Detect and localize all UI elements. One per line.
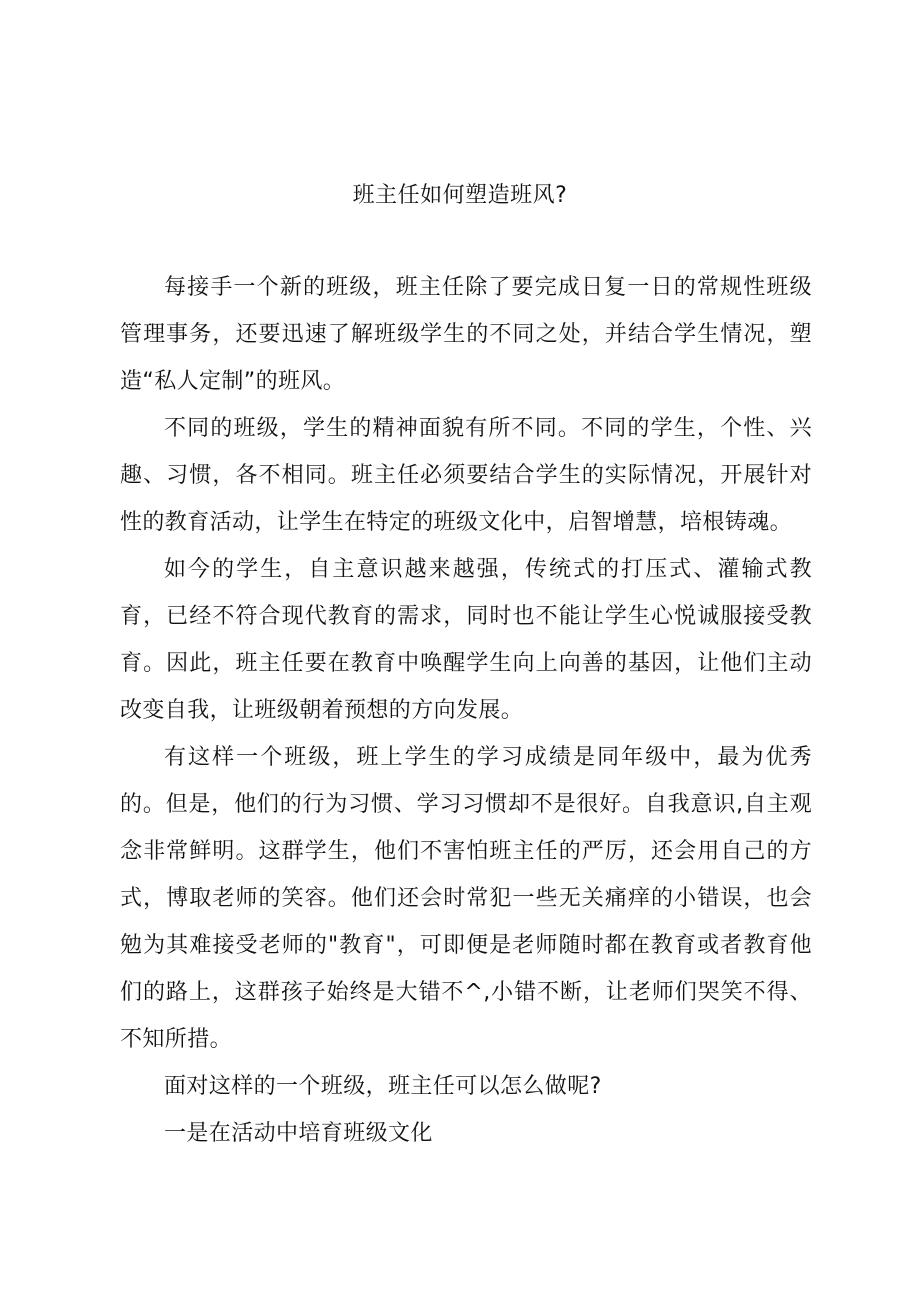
- document-title: 班主任如何塑造班风?: [352, 183, 568, 208]
- paragraph-question: 面对这样的一个班级，班主任可以怎么做呢?: [164, 1074, 602, 1099]
- paragraph-first-point: 一是在活动中培育班级文化: [164, 1121, 433, 1146]
- paragraph-modern-students: 如今的学生，自主意识越来越强，传统式的打压式、灌输式教育，已经不符合现代教育的需求，同时也不能让学生心悦诚服接受教育。因此，班主任要在教育中唤醒学生向上向善的基因，让他们主动改变自我，让班级朝着预想的方向发展。: [120, 557, 812, 723]
- paragraph-intro: 每接手一个新的班级，班主任除了要完成日复一日的常规性班级管理事务，还要迅速了解班级学生的不同之处，并结合学生情况，塑造“私人定制”的班风。: [120, 275, 812, 394]
- paragraph-class-example: 有这样一个班级，班上学生的学习成绩是同年级中，最为优秀的。但是，他们的行为习惯、学习习惯却不是很好。自我意识,自主观念非常鲜明。这群学生，他们不害怕班主任的严厉，还会用自己的方式，博取老师的笑容。他们还会时常犯一些无关痛痒的小错误，也会勉为其难接受老师的"教育"，可即便是老师随时都在教育或者教育他们的路上，这群孩子始终是大错不^,小错不断，让老师们哭笑不得、不知所措。: [120, 745, 812, 1052]
- document-body: [120, 264, 812, 1157]
- paragraph-class-differences: 不同的班级，学生的精神面貌有所不同。不同的学生，个性、兴趣、习惯，各不相同。班主任必须要结合学生的实际情况，开展针对性的教育活动，让学生在特定的班级文化中，启智增慧，培根铸魂。: [120, 416, 812, 535]
